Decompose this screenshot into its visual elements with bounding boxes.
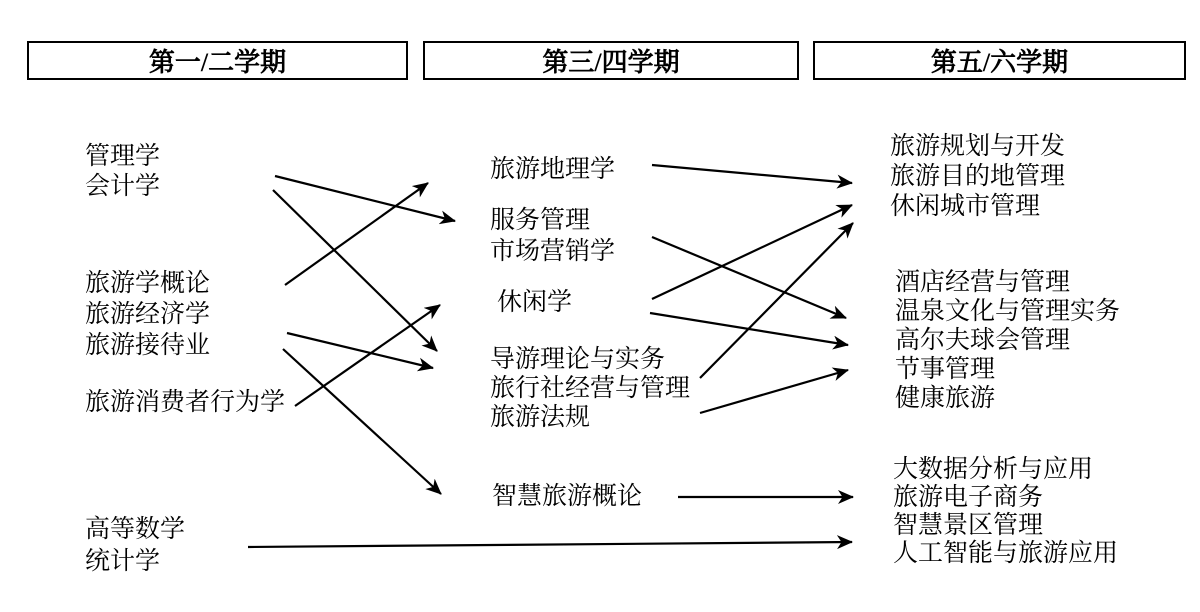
course-label: 会计学: [85, 173, 161, 200]
prerequisite-arrow: [287, 333, 433, 368]
course-label: 旅游目的地管理: [890, 163, 1066, 190]
prerequisite-arrow: [700, 223, 853, 378]
course-label: 旅游学概论: [85, 270, 211, 297]
prerequisite-arrow: [652, 205, 852, 299]
course-label: 统计学: [85, 548, 161, 575]
course-label: 节事管理: [895, 356, 996, 383]
course-label: 健康旅游: [895, 385, 996, 412]
prerequisite-arrow: [652, 165, 852, 183]
header-semester-5-6-label: 第五/六学期: [930, 48, 1069, 77]
course-label: 旅游规划与开发: [890, 133, 1066, 160]
course-label: 旅游接待业: [85, 332, 211, 359]
course-label: 旅行社经营与管理: [490, 375, 691, 402]
course-label: 高尔夫球会管理: [895, 327, 1071, 354]
prerequisite-arrow: [652, 237, 846, 318]
prerequisite-arrow: [273, 190, 437, 351]
prerequisite-arrow: [285, 183, 428, 285]
course-label: 导游理论与实务: [490, 346, 666, 373]
prerequisite-arrow: [295, 305, 440, 406]
prerequisite-arrow: [700, 370, 848, 413]
course-label: 旅游地理学: [490, 156, 616, 183]
course-label: 管理学: [85, 143, 161, 170]
course-label: 服务管理: [490, 207, 591, 234]
course-label: 智慧旅游概论: [492, 483, 643, 510]
course-label: 旅游消费者行为学: [85, 389, 286, 416]
prerequisite-arrow: [275, 176, 455, 221]
course-label: 旅游经济学: [85, 301, 211, 328]
course-label: 休闲学: [497, 289, 573, 316]
course-label: 旅游电子商务: [893, 484, 1044, 511]
course-label: 休闲城市管理: [890, 193, 1041, 220]
course-label: 人工智能与旅游应用: [893, 540, 1119, 567]
course-label: 温泉文化与管理实务: [895, 298, 1121, 325]
course-label: 智慧景区管理: [893, 512, 1044, 539]
header-semester-1-2-label: 第一/二学期: [148, 48, 287, 77]
prerequisite-arrow: [248, 542, 852, 547]
course-label: 高等数学: [85, 516, 186, 543]
course-label: 旅游法规: [490, 404, 591, 431]
prerequisite-arrow: [283, 349, 441, 494]
course-label: 市场营销学: [490, 238, 616, 265]
header-semester-3-4-label: 第三/四学期: [542, 48, 680, 77]
course-label: 酒店经营与管理: [895, 269, 1071, 296]
course-label: 大数据分析与应用: [893, 456, 1094, 483]
